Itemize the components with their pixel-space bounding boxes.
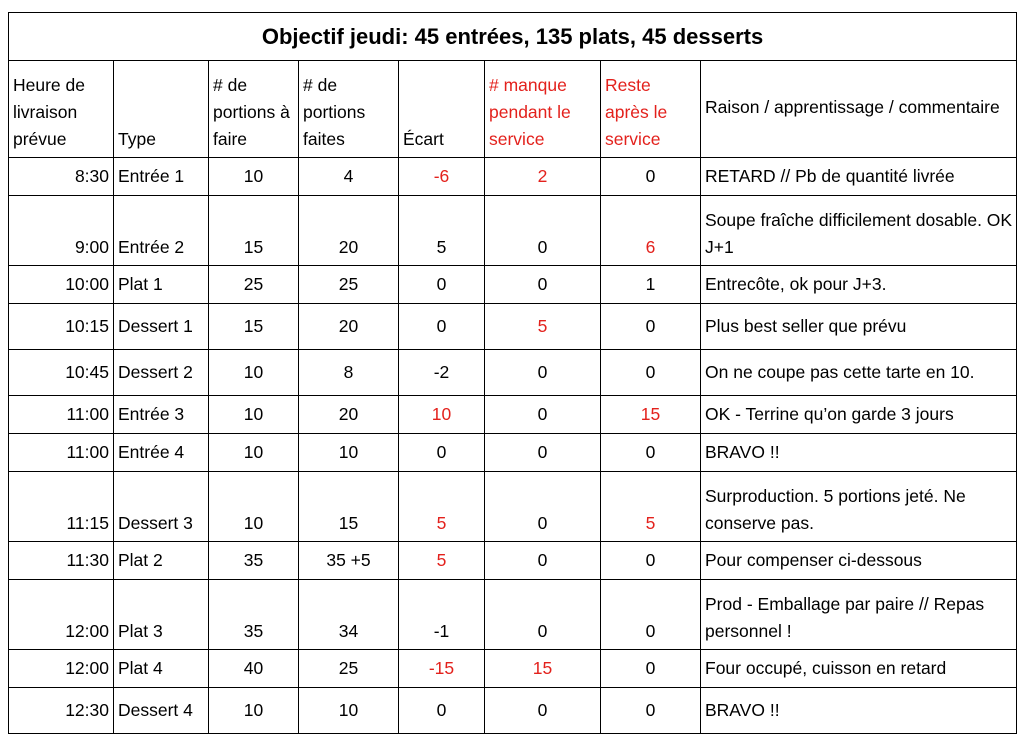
cell-ecart: 5 [399, 472, 485, 542]
cell-manque: 0 [485, 196, 601, 266]
cell-type: Plat 3 [114, 580, 209, 650]
cell-type: Dessert 3 [114, 472, 209, 542]
table-row [9, 350, 1017, 396]
cell-a-faire: 40 [209, 650, 299, 688]
cell-reste: 0 [601, 688, 701, 734]
cell-comment: Plus best seller que prévu [701, 304, 1017, 350]
cell-comment: Pour compenser ci-dessous [701, 542, 1017, 580]
cell-a-faire: 15 [209, 196, 299, 266]
table-row [9, 688, 1017, 734]
production-table [8, 12, 1017, 734]
cell-type: Entrée 1 [114, 158, 209, 196]
cell-manque: 0 [485, 580, 601, 650]
cell-manque: 15 [485, 650, 601, 688]
cell-comment: On ne coupe pas cette tarte en 10. [701, 350, 1017, 396]
cell-comment: RETARD // Pb de quantité livrée [701, 158, 1017, 196]
cell-ecart: 5 [399, 542, 485, 580]
cell-reste: 0 [601, 158, 701, 196]
cell-type: Entrée 3 [114, 396, 209, 434]
cell-faites: 20 [299, 304, 399, 350]
cell-type: Plat 2 [114, 542, 209, 580]
cell-type: Plat 4 [114, 650, 209, 688]
cell-a-faire: 10 [209, 434, 299, 472]
cell-ecart: -15 [399, 650, 485, 688]
cell-manque: 0 [485, 542, 601, 580]
cell-type: Dessert 2 [114, 350, 209, 396]
cell-reste: 0 [601, 434, 701, 472]
table-row [9, 158, 1017, 196]
cell-reste: 15 [601, 396, 701, 434]
cell-type: Entrée 4 [114, 434, 209, 472]
cell-faites: 20 [299, 396, 399, 434]
cell-ecart: -1 [399, 580, 485, 650]
cell-manque: 0 [485, 472, 601, 542]
cell-heure: 10:45 [9, 350, 114, 396]
header-reste: Reste après le service [601, 61, 701, 158]
cell-reste: 1 [601, 266, 701, 304]
header-heure: Heure de livraison prévue [9, 61, 114, 158]
cell-ecart: 0 [399, 304, 485, 350]
cell-reste: 0 [601, 650, 701, 688]
table-row [9, 304, 1017, 350]
cell-reste: 0 [601, 580, 701, 650]
cell-a-faire: 10 [209, 158, 299, 196]
cell-comment: BRAVO !! [701, 434, 1017, 472]
header-row [9, 61, 1017, 158]
cell-comment: OK - Terrine qu’on garde 3 jours [701, 396, 1017, 434]
cell-ecart: -6 [399, 158, 485, 196]
cell-reste: 0 [601, 304, 701, 350]
cell-faites: 25 [299, 266, 399, 304]
cell-faites: 25 [299, 650, 399, 688]
header-type: Type [114, 61, 209, 158]
cell-faites: 4 [299, 158, 399, 196]
cell-heure: 9:00 [9, 196, 114, 266]
cell-manque: 0 [485, 434, 601, 472]
cell-heure: 11:00 [9, 434, 114, 472]
header-ecart: Écart [399, 61, 485, 158]
cell-reste: 5 [601, 472, 701, 542]
table-row [9, 266, 1017, 304]
cell-faites: 10 [299, 688, 399, 734]
cell-ecart: 0 [399, 688, 485, 734]
table-row [9, 396, 1017, 434]
cell-heure: 11:30 [9, 542, 114, 580]
table-row [9, 434, 1017, 472]
cell-a-faire: 25 [209, 266, 299, 304]
cell-faites: 8 [299, 350, 399, 396]
cell-heure: 12:00 [9, 650, 114, 688]
header-portions-faites: # de portions faites [299, 61, 399, 158]
cell-a-faire: 10 [209, 396, 299, 434]
cell-faites: 35 +5 [299, 542, 399, 580]
cell-manque: 2 [485, 158, 601, 196]
cell-heure: 10:00 [9, 266, 114, 304]
cell-a-faire: 35 [209, 580, 299, 650]
cell-comment: Soupe fraîche difficilement dosable. OK J+1 [701, 196, 1017, 266]
cell-ecart: -2 [399, 350, 485, 396]
cell-manque: 0 [485, 266, 601, 304]
header-raison: Raison / apprentissage / commentaire [701, 61, 1017, 158]
table-row [9, 472, 1017, 542]
cell-ecart: 5 [399, 196, 485, 266]
cell-comment: Four occupé, cuisson en retard [701, 650, 1017, 688]
cell-reste: 0 [601, 542, 701, 580]
cell-heure: 11:00 [9, 396, 114, 434]
table-row [9, 196, 1017, 266]
cell-reste: 6 [601, 196, 701, 266]
cell-faites: 15 [299, 472, 399, 542]
cell-manque: 0 [485, 350, 601, 396]
cell-type: Dessert 4 [114, 688, 209, 734]
cell-manque: 5 [485, 304, 601, 350]
cell-ecart: 10 [399, 396, 485, 434]
cell-manque: 0 [485, 396, 601, 434]
cell-a-faire: 10 [209, 688, 299, 734]
table-row [9, 542, 1017, 580]
cell-a-faire: 10 [209, 350, 299, 396]
cell-heure: 10:15 [9, 304, 114, 350]
cell-a-faire: 15 [209, 304, 299, 350]
header-manque: # manque pendant le service [485, 61, 601, 158]
cell-faites: 20 [299, 196, 399, 266]
table-row [9, 650, 1017, 688]
cell-heure: 12:30 [9, 688, 114, 734]
cell-heure: 8:30 [9, 158, 114, 196]
cell-comment: Entrecôte, ok pour J+3. [701, 266, 1017, 304]
cell-heure: 12:00 [9, 580, 114, 650]
cell-comment: Prod - Emballage par paire // Repas personnel ! [701, 580, 1017, 650]
cell-ecart: 0 [399, 266, 485, 304]
cell-manque: 0 [485, 688, 601, 734]
cell-faites: 10 [299, 434, 399, 472]
cell-comment: Surproduction. 5 portions jeté. Ne conserve pas. [701, 472, 1017, 542]
cell-reste: 0 [601, 350, 701, 396]
cell-a-faire: 35 [209, 542, 299, 580]
cell-a-faire: 10 [209, 472, 299, 542]
cell-type: Dessert 1 [114, 304, 209, 350]
cell-comment: BRAVO !! [701, 688, 1017, 734]
table-title: Objectif jeudi: 45 entrées, 135 plats, 45 desserts [9, 13, 1017, 61]
cell-heure: 11:15 [9, 472, 114, 542]
table-row [9, 580, 1017, 650]
cell-ecart: 0 [399, 434, 485, 472]
header-portions-a-faire: # de portions à faire [209, 61, 299, 158]
cell-faites: 34 [299, 580, 399, 650]
cell-type: Entrée 2 [114, 196, 209, 266]
cell-type: Plat 1 [114, 266, 209, 304]
